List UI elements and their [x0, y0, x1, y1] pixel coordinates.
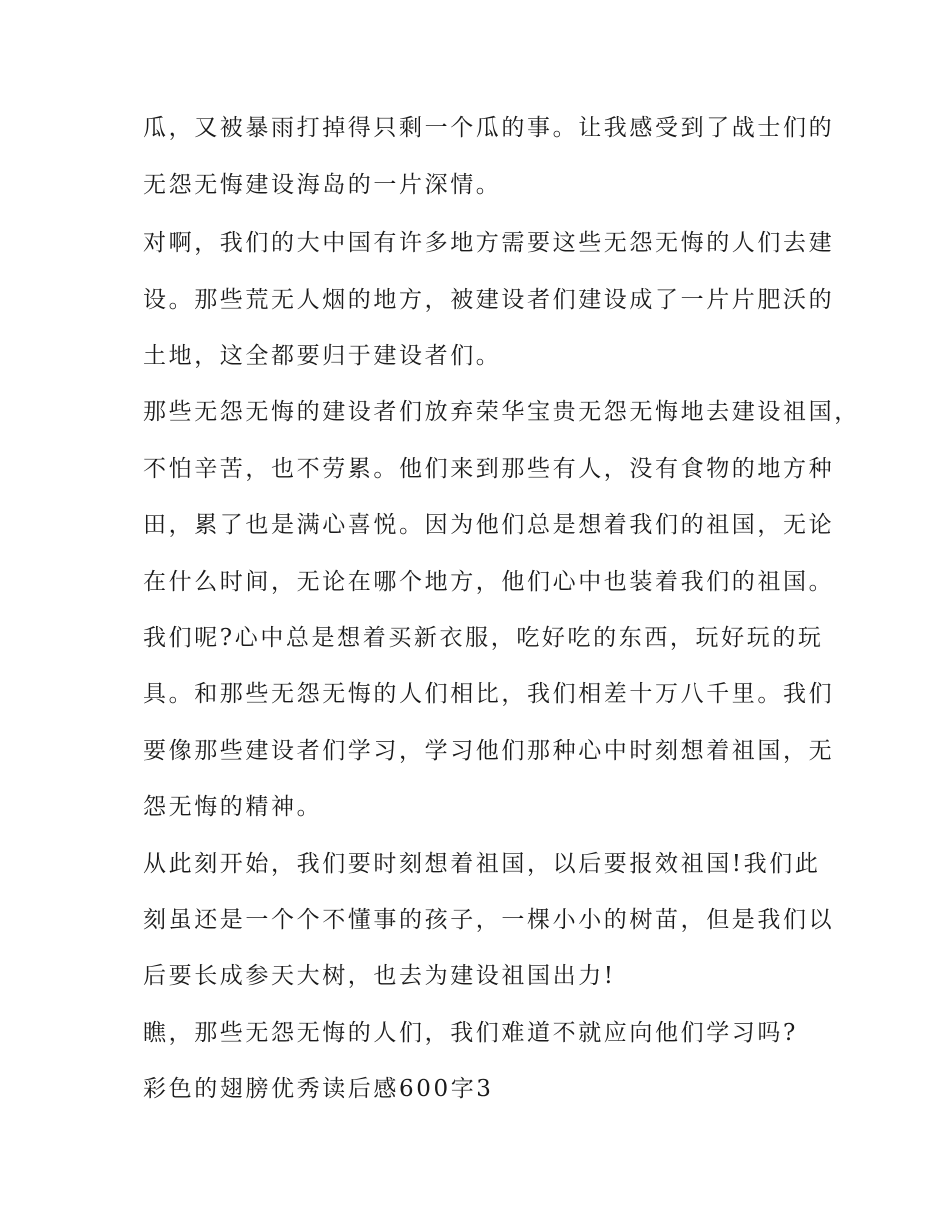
- text-line: 那些无怨无悔的建设者们放弃荣华宝贵无怨无悔地去建设祖国，: [143, 399, 860, 425]
- section-heading: 彩色的翅膀优秀读后感600字3: [143, 1076, 494, 1102]
- text-line: 要像那些建设者们学习，学习他们那种心中时刻想着祖国，无: [143, 738, 835, 764]
- text-line: 设。那些荒无人烟的地方，被建设者们建设成了一片片肥沃的: [143, 287, 835, 313]
- text-line: 无怨无悔建设海岛的一片深情。: [143, 172, 502, 198]
- text-line: 瞧，那些无怨无悔的人们，我们难道不就应向他们学习吗?: [143, 1020, 798, 1046]
- text-line: 我们呢?心中总是想着买新衣服，吃好吃的东西，玩好玩的玩: [143, 625, 824, 651]
- text-line: 瓜，又被暴雨打掉得只剩一个瓜的事。让我感受到了战士们的: [143, 115, 835, 141]
- text-line: 土地，这全都要归于建设者们。: [143, 343, 502, 369]
- text-line: 田，累了也是满心喜悦。因为他们总是想着我们的祖国，无论: [143, 512, 835, 538]
- text-line: 从此刻开始，我们要时刻想着祖国，以后要报效祖国!我们此: [143, 851, 821, 877]
- text-line: 不怕辛苦，也不劳累。他们来到那些有人，没有食物的地方种: [143, 456, 835, 482]
- text-line: 怨无悔的精神。: [143, 794, 323, 820]
- text-line: 对啊，我们的大中国有许多地方需要这些无怨无悔的人们去建: [143, 230, 835, 256]
- text-line: 刻虽还是一个个不懂事的孩子，一棵小小的树苗，但是我们以: [143, 907, 835, 933]
- text-line: 后要长成参天大树，也去为建设祖国出力!: [143, 963, 616, 989]
- text-line: 具。和那些无怨无悔的人们相比，我们相差十万八千里。我们: [143, 681, 835, 707]
- text-line: 在什么时间，无论在哪个地方，他们心中也装着我们的祖国。: [143, 569, 835, 595]
